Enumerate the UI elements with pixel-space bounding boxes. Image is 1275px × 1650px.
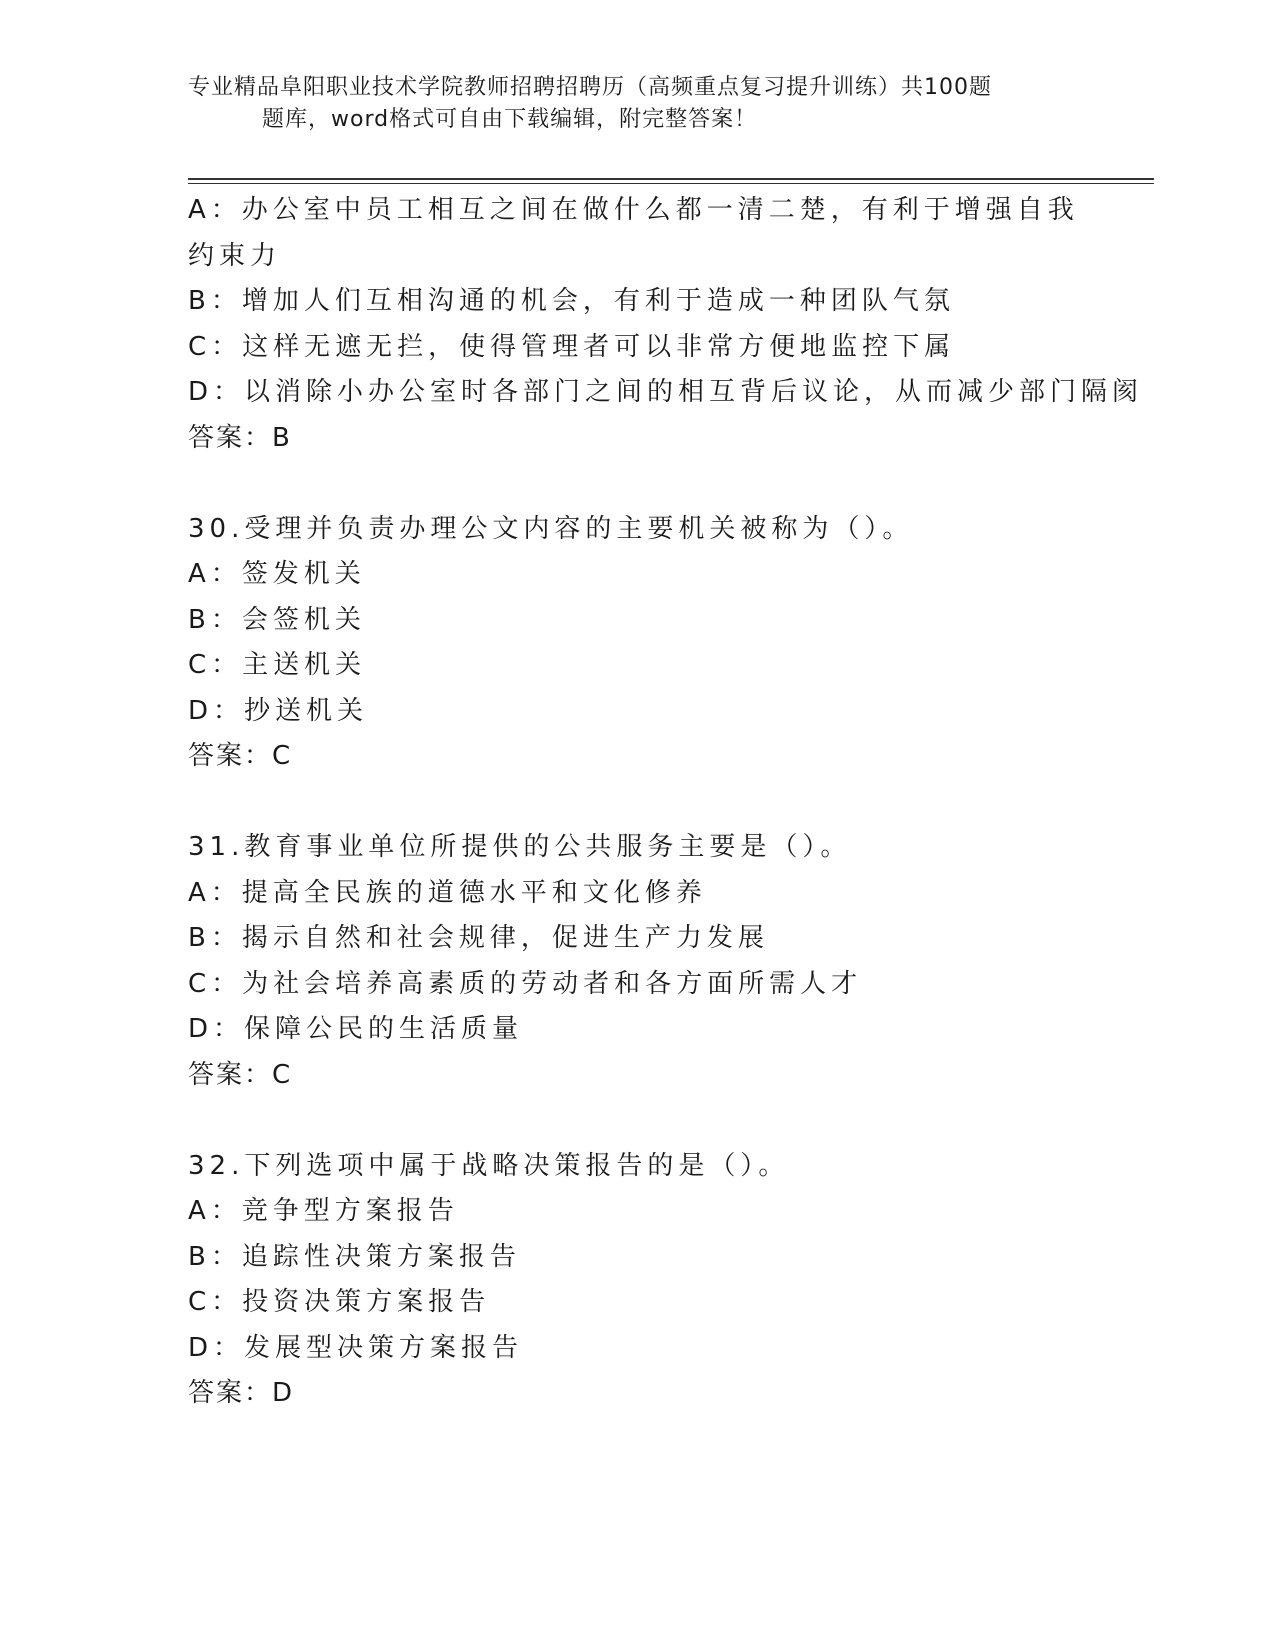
answer-line: 答案：C (188, 741, 293, 771)
option-d: D：保障公民的生活质量 (188, 1014, 524, 1044)
option-c: C：为社会培养高素质的劳动者和各方面所需人才 (188, 968, 863, 999)
header-divider-thin (188, 183, 1154, 184)
document-header (188, 72, 1068, 136)
option-c: C：主送机关 (188, 650, 367, 680)
option-b: B：追踪性决策方案报告 (188, 1241, 521, 1272)
option-a: A：竞争型方案报告 (188, 1196, 459, 1226)
question-stem: 30.受理并负责办理公文内容的主要机关被称为（）。 (188, 513, 914, 544)
question-stem: 31.教育事业单位所提供的公共服务主要是（）。 (188, 832, 852, 862)
option-c: C：这样无遮无拦，使得管理者可以非常方便地监控下属 (188, 331, 956, 362)
answer-line: 答案：C (188, 1059, 293, 1090)
question-stem: 32.下列选项中属于战略决策报告的是（）。 (188, 1150, 790, 1181)
document-title-line-1: 专业精品阜阳职业技术学院教师招聘招聘历（高频重点复习提升训练）共100题 (188, 75, 992, 100)
option-d: D：以消除小办公室时各部门之间的相互背后议论，从而减少部门隔阂 (188, 377, 1144, 407)
answer-line: 答案：D (188, 1378, 295, 1408)
header-divider-thick (188, 178, 1154, 180)
option-d: D：发展型决策方案报告 (188, 1332, 524, 1363)
option-d: D：抄送机关 (188, 695, 369, 726)
option-c: C：投资决策方案报告 (188, 1287, 491, 1317)
option-b: B：揭示自然和社会规律，促进生产力发展 (188, 923, 769, 953)
answer-line: 答案：B (188, 422, 292, 453)
option-a: A：签发机关 (188, 559, 366, 589)
option-b: B：会签机关 (188, 604, 366, 635)
option-a: A：办公室中员工相互之间在做什么都一清二楚，有利于增强自我约束力 (188, 195, 1079, 271)
document-body (188, 188, 1144, 1417)
option-a: A：提高全民族的道德水平和文化修养 (188, 877, 707, 908)
option-b: B：增加人们互相沟通的机会，有利于造成一种团队气氛 (188, 286, 955, 316)
document-title-line-2: 题库，word格式可自由下载编辑，附完整答案！ (262, 107, 758, 132)
